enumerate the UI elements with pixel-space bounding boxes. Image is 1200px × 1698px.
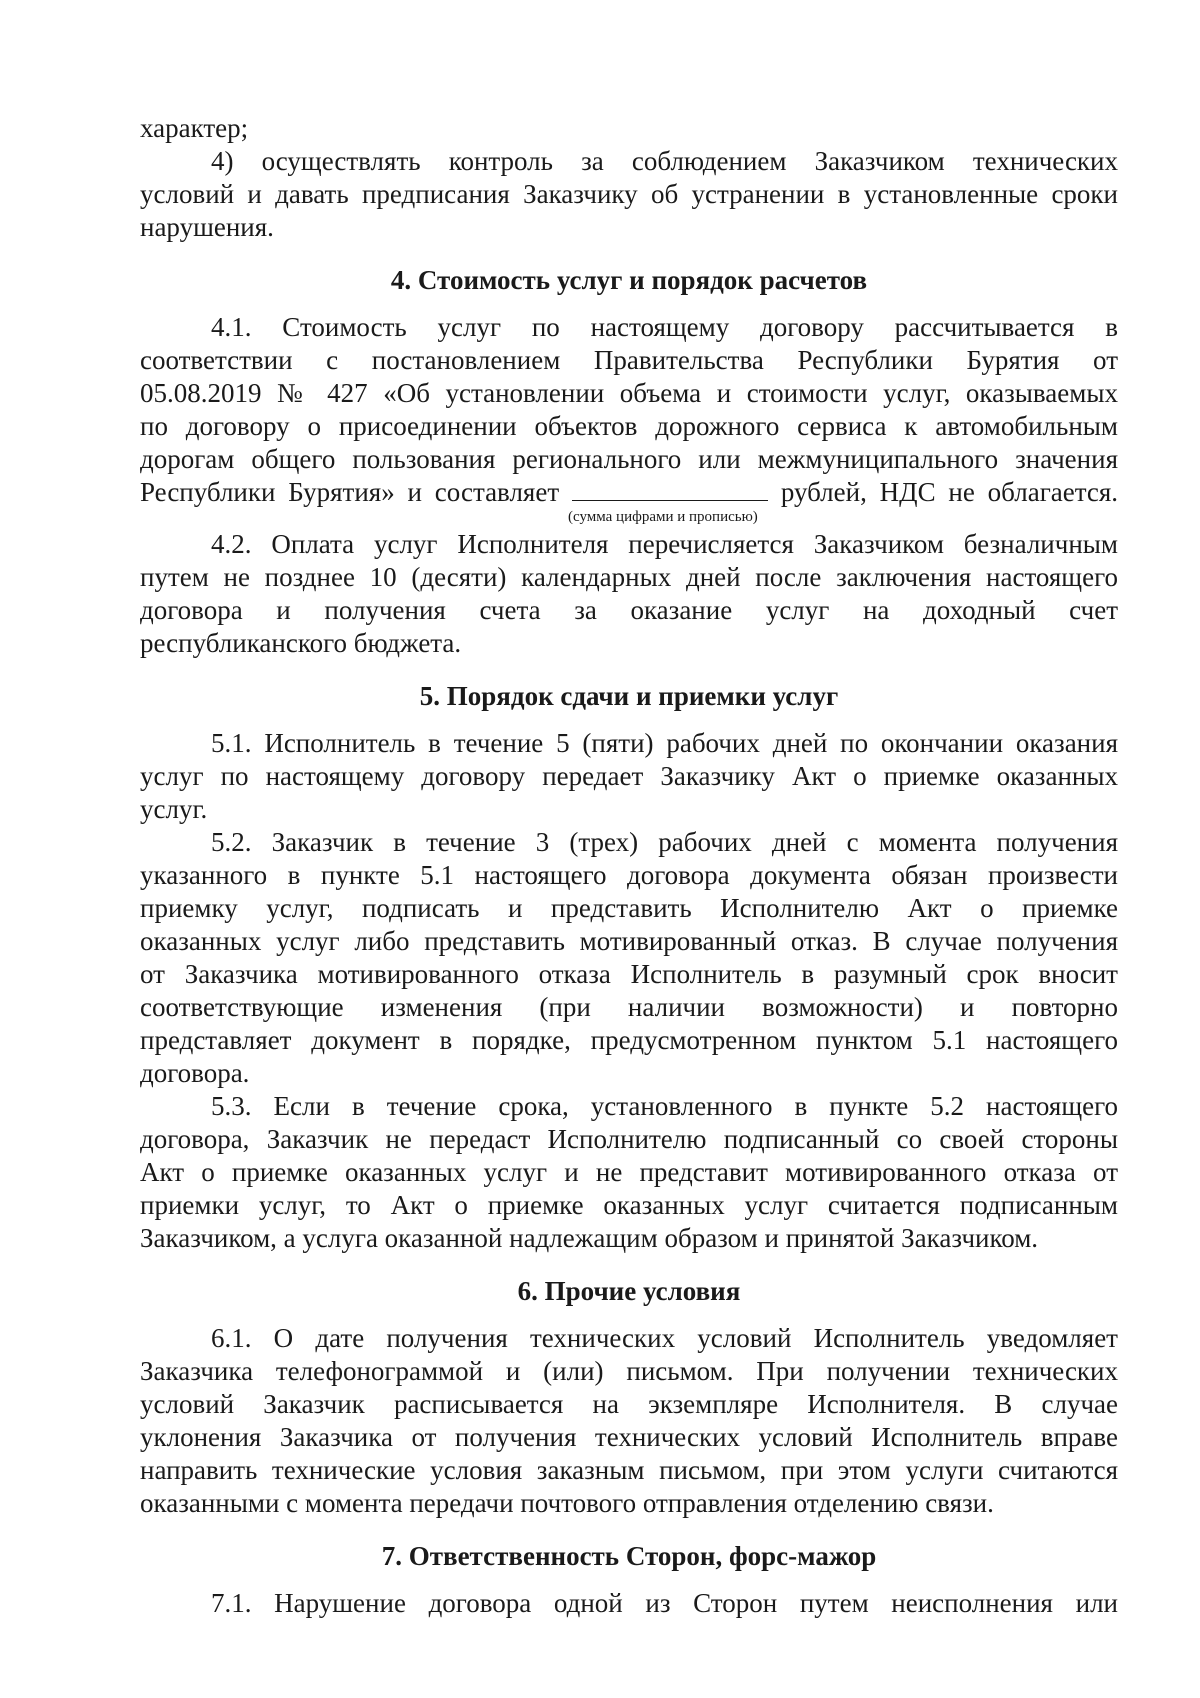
text-line: договора.: [140, 1058, 250, 1088]
clause-5-3: [140, 1090, 1118, 1255]
section-5-title: 5. Порядок сдачи и приемки услуг: [419, 681, 839, 711]
clause-4-1: [140, 311, 1118, 526]
text-line: Акт о приемке оказанных услуг и не представит мотивированного отказа от: [140, 1157, 1118, 1187]
text-line: оказанных услуг либо представить мотивированный отказ. В случае получения: [140, 926, 1118, 956]
text-line: договора, Заказчик не передаст Исполнителю подписанный со своей стороны: [140, 1124, 1118, 1154]
clause-5-1: [140, 727, 1118, 826]
text-line: приемки услуг, то Акт о приемке оказанных услуг считается подписанным: [140, 1190, 1118, 1220]
clause-7-1: [140, 1587, 1118, 1620]
clause-4-2: [140, 528, 1118, 660]
text-line: представляет документ в порядке, предусмотренном пунктом 5.1 настоящего: [140, 1025, 1118, 1055]
text-line-amount: [140, 476, 1118, 509]
text-line: 5.1. Исполнитель в течение 5 (пяти) рабочих дней по окончании оказания: [211, 728, 1118, 758]
text-line: уклонения Заказчика от получения технических условий Исполнитель вправе: [140, 1422, 1118, 1452]
text-line: 4.1. Стоимость услуг по настоящему договору рассчитывается в: [211, 312, 1118, 342]
text-line: республиканского бюджета.: [140, 628, 462, 658]
text-line: от Заказчика мотивированного отказа Исполнитель в разумный срок вносит: [140, 959, 1118, 989]
amount-caption: (сумма цифрами и прописью): [568, 509, 758, 525]
text-line: характер;: [140, 113, 249, 143]
text-line: оказанными с момента передачи почтового отправления отделению связи.: [140, 1488, 994, 1518]
paragraph-obligations-tail: [140, 112, 1118, 244]
section-7-title: 7. Ответственность Сторон, форс-мажор: [381, 1541, 877, 1571]
amount-suffix: рублей, НДС не облагается.: [780, 477, 1119, 507]
text-line: Заказчиком, а услуга оказанной надлежащим образом и принятой Заказчиком.: [140, 1223, 1039, 1253]
text-line: соответствующие изменения (при наличии возможности) и повторно: [140, 992, 1118, 1022]
text-line: 6.1. О дате получения технических условий Исполнитель уведомляет: [211, 1323, 1118, 1353]
text-line: 5.2. Заказчик в течение 3 (трех) рабочих дней с момента получения: [211, 827, 1118, 857]
text-line: услуг.: [140, 794, 208, 824]
text-line: услуг по настоящему договору передает Заказчику Акт о приемке оказанных: [140, 761, 1118, 791]
text-line: условий и давать предписания Заказчику об устранении в установленные сроки: [140, 179, 1118, 209]
text-line: договора и получения счета за оказание услуг на доходный счет: [140, 595, 1118, 625]
text-line: 4.2. Оплата услуг Исполнителя перечисляется Заказчиком безналичным: [211, 529, 1118, 559]
section-4-title: 4. Стоимость услуг и порядок расчетов: [390, 265, 868, 295]
clause-6-1: [140, 1322, 1118, 1520]
text-line: путем не позднее 10 (десяти) календарных дней после заключения настоящего: [140, 562, 1118, 592]
clause-5-2: [140, 826, 1118, 1090]
text-line: условий Заказчик расписывается на экземпляре Исполнителя. В случае: [140, 1389, 1118, 1419]
text-line: Заказчика телефонограммой и (или) письмом. При получении технических: [140, 1356, 1118, 1386]
text-line: 05.08.2019 № 427 «Об установлении объема и стоимости услуг, оказываемых: [140, 378, 1118, 408]
text-line: указанного в пункте 5.1 настоящего договора документа обязан произвести: [140, 860, 1118, 890]
text-line: соответствии с постановлением Правительства Республики Бурятия от: [140, 345, 1118, 375]
amount-prefix: Республики Бурятия» и составляет: [140, 477, 560, 507]
text-line: 5.3. Если в течение срока, установленного в пункте 5.2 настоящего: [211, 1091, 1118, 1121]
section-6-title: 6. Прочие условия: [517, 1276, 741, 1306]
text-line: по договору о присоединении объектов дорожного сервиса к автомобильным: [140, 411, 1118, 441]
text-line: дорогам общего пользования регионального или межмуниципального значения: [140, 444, 1118, 474]
text-line: нарушения.: [140, 212, 274, 242]
text-line: приемку услуг, подписать и представить Исполнителю Акт о приемке: [140, 893, 1118, 923]
text-line: 4) осуществлять контроль за соблюдением Заказчиком технических: [211, 146, 1118, 176]
amount-blank-field[interactable]: [572, 476, 768, 501]
document-body: [140, 112, 1118, 1620]
text-line: направить технические условия заказным письмом, при этом услуги считаются: [140, 1455, 1118, 1485]
text-line: 7.1. Нарушение договора одной из Сторон путем неисполнения или: [211, 1588, 1118, 1618]
